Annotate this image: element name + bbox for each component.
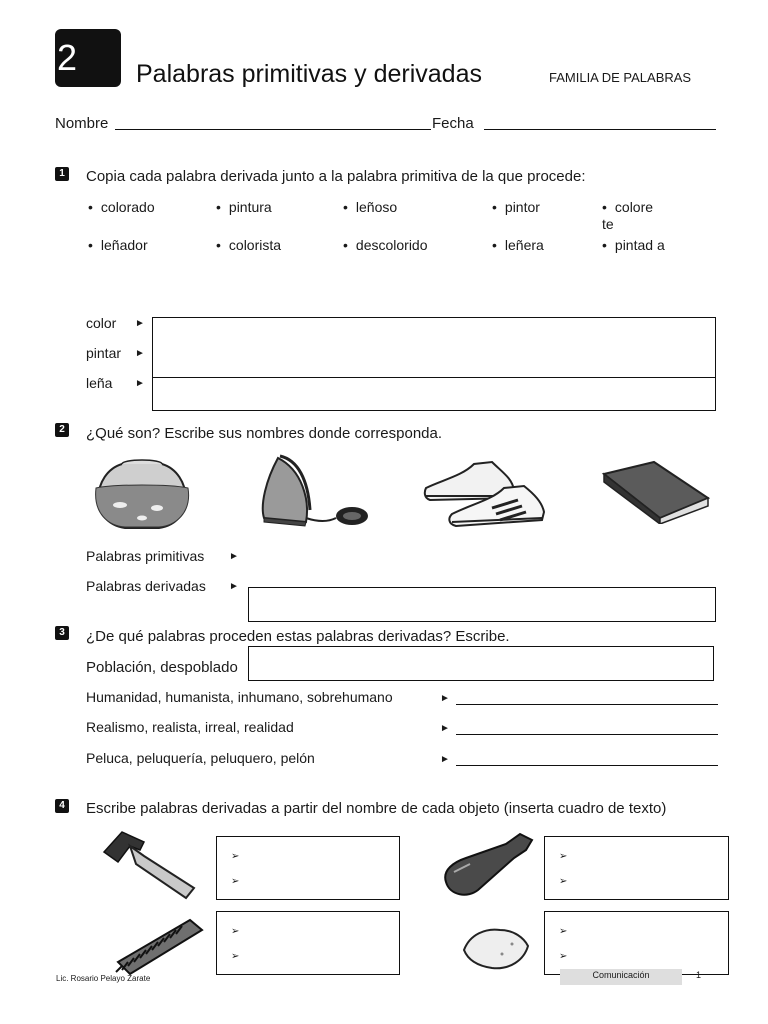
exercise-1-badge: 1 <box>55 167 69 181</box>
exercise-4-badge: 4 <box>55 799 69 813</box>
book-image <box>600 460 712 524</box>
arrow-icon: ► <box>229 551 239 562</box>
chevron-icon: ➢ <box>231 926 240 937</box>
arrow-icon: ► <box>229 581 239 592</box>
chevron-icon: ➢ <box>559 876 568 887</box>
word-item: • colorista <box>216 237 281 253</box>
unit-number-box: 2 <box>55 29 121 87</box>
iron-image <box>258 450 373 530</box>
chevron-icon: ➢ <box>559 951 568 962</box>
word-item: • pintor <box>492 199 540 215</box>
exercise-3-badge: 3 <box>55 626 69 640</box>
word-item: • pintad a <box>602 237 666 254</box>
answer-box-bottle[interactable] <box>544 836 729 900</box>
derived-words-label: Palabras derivadas <box>86 578 206 594</box>
arrow-icon: ► <box>440 754 450 765</box>
comb-image <box>114 912 206 980</box>
page-title: Palabras primitivas y derivadas <box>136 60 482 88</box>
footer-author: Lic. Rosario Pelayo Zarate <box>56 974 151 983</box>
date-label: Fecha <box>432 115 474 132</box>
answer-line-row-2[interactable] <box>456 690 718 705</box>
arrow-icon: ► <box>135 348 145 359</box>
lemon-image <box>462 924 530 972</box>
answer-line-row-4[interactable] <box>456 751 718 766</box>
footer-subject: Comunicación <box>560 969 682 985</box>
word-item: • descolorido <box>343 237 428 253</box>
derived-words-answer-box[interactable] <box>248 587 716 622</box>
answer-box-pintar[interactable] <box>152 346 716 378</box>
word-item: • leñador <box>88 237 148 253</box>
name-field[interactable] <box>115 113 431 130</box>
answer-box-comb[interactable] <box>216 911 400 975</box>
exercise-4-instruction: Escribe palabras derivadas a partir del nombre de cada objeto (inserta cuadro de texto) <box>86 800 667 817</box>
sneakers-image <box>422 458 548 532</box>
primitive-label-lena: leña <box>86 375 113 391</box>
arrow-icon: ► <box>440 723 450 734</box>
topic-label: FAMILIA DE PALABRAS <box>549 70 692 85</box>
answer-box-color[interactable] <box>152 317 716 348</box>
chevron-icon: ➢ <box>231 851 240 862</box>
word-item: • pintura <box>216 199 272 215</box>
exercise-2-badge: 2 <box>55 423 69 437</box>
word-item: • leñera <box>492 237 544 253</box>
chevron-icon: ➢ <box>231 876 240 887</box>
derived-row-3: Realismo, realista, irreal, realidad <box>86 719 294 735</box>
footer-page-number: 1 <box>696 970 702 980</box>
derived-row-4: Peluca, peluquería, peluquero, pelón <box>86 750 315 766</box>
word-item: • colorado <box>88 199 155 215</box>
bottle-image <box>440 830 536 900</box>
primitive-words-label: Palabras primitivas <box>86 548 205 564</box>
exercise-2-instruction: ¿Qué son? Escribe sus nombres donde corresponda. <box>86 425 443 442</box>
answer-box-lemon[interactable] <box>544 911 729 975</box>
chevron-icon: ➢ <box>559 851 568 862</box>
name-label: Nombre <box>55 115 109 132</box>
date-field[interactable] <box>484 113 716 130</box>
exercise-1-instruction: Copia cada palabra derivada junto a la palabra primitiva de la que procede: <box>86 168 586 185</box>
primitive-label-color: color <box>86 315 117 331</box>
answer-box-hammer[interactable] <box>216 836 400 900</box>
chevron-icon: ➢ <box>231 951 240 962</box>
arrow-icon: ► <box>135 378 145 389</box>
answer-box-row-1[interactable] <box>248 646 714 681</box>
fishbowl-image <box>90 458 194 530</box>
arrow-icon: ► <box>135 318 145 329</box>
word-item: • colore te <box>602 199 668 233</box>
answer-line-row-3[interactable] <box>456 720 718 735</box>
primitive-label-pintar: pintar <box>86 345 122 361</box>
answer-box-lena[interactable] <box>152 377 716 411</box>
chevron-icon: ➢ <box>559 926 568 937</box>
exercise-3-instruction: ¿De qué palabras proceden estas palabras derivadas? Escribe. <box>86 628 510 645</box>
derived-row-1: Población, despoblado <box>86 659 238 676</box>
word-item: • leñoso <box>343 199 397 215</box>
hammer-image <box>100 826 198 900</box>
arrow-icon: ► <box>440 693 450 704</box>
derived-row-2: Humanidad, humanista, inhumano, sobrehumano <box>86 689 393 705</box>
